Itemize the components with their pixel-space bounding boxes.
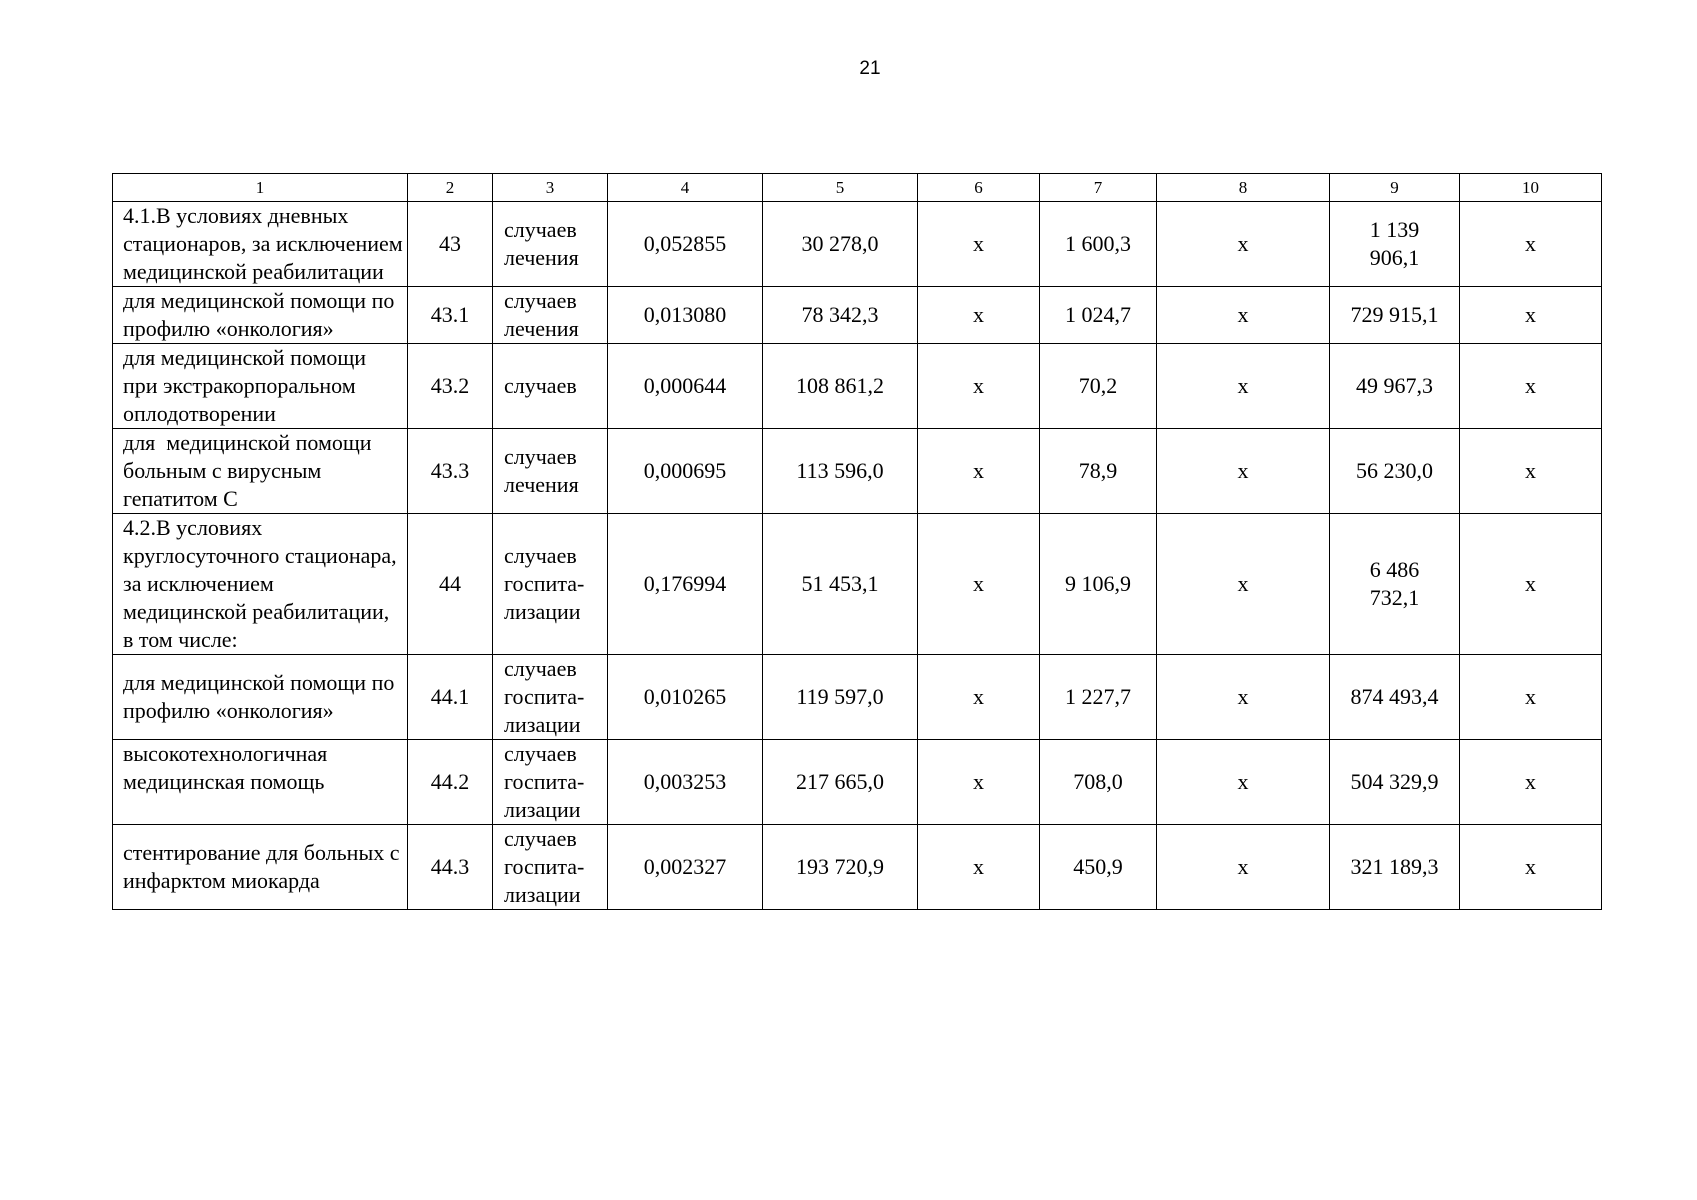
cell-col-9: 321 189,3: [1330, 825, 1460, 910]
column-header: 2: [408, 174, 493, 202]
header-row: [113, 174, 1602, 202]
row-unit: [493, 287, 608, 344]
unit-line: госпита-: [504, 571, 585, 596]
cell-col-10: х: [1460, 740, 1602, 825]
cell-col-9: 729 915,1: [1330, 287, 1460, 344]
row-unit: [493, 344, 608, 429]
table-row: [113, 740, 1602, 825]
cell-col-9: 874 493,4: [1330, 655, 1460, 740]
row-code: 44: [408, 514, 493, 655]
cell-col-9: 56 230,0: [1330, 429, 1460, 514]
cell-col-9: 1 139 906,1: [1330, 202, 1460, 287]
cell-col-4: 0,000695: [608, 429, 763, 514]
cell-col-10: х: [1460, 655, 1602, 740]
cell-col-7: 1 600,3: [1040, 202, 1157, 287]
row-name: 4.1.В условиях дневных стационаров, за исключением медицинской реабилитации: [113, 202, 408, 287]
row-name: для медицинской помощи больным с вирусным гепатитом С: [113, 429, 408, 514]
cell-col-5: 51 453,1: [763, 514, 918, 655]
cell-col-5: 217 665,0: [763, 740, 918, 825]
unit-line: госпита-: [504, 769, 585, 794]
column-header: 8: [1157, 174, 1330, 202]
unit-line: случаев: [504, 741, 577, 766]
table-row: [113, 344, 1602, 429]
unit-line: госпита-: [504, 854, 585, 879]
row-name: высокотехнологичная медицинская помощь: [113, 740, 408, 825]
cell-col-8: х: [1157, 287, 1330, 344]
unit-line: лизации: [504, 882, 581, 907]
cell-col-10: х: [1460, 344, 1602, 429]
row-name: для медицинской помощи по профилю «онкология»: [113, 287, 408, 344]
cell-col-6: х: [918, 344, 1040, 429]
cell-col-8: х: [1157, 655, 1330, 740]
unit-line: случаев: [504, 826, 577, 851]
table-row: [113, 202, 1602, 287]
row-unit: [493, 740, 608, 825]
unit-line: случаев: [504, 444, 577, 469]
cell-col-6: х: [918, 429, 1040, 514]
unit-line: случаев: [504, 543, 577, 568]
cell-col-7: 1 227,7: [1040, 655, 1157, 740]
cell-col-6: х: [918, 740, 1040, 825]
cell-col-8: х: [1157, 429, 1330, 514]
unit-line: лечения: [504, 472, 579, 497]
row-code: 44.1: [408, 655, 493, 740]
cell-col-10: х: [1460, 514, 1602, 655]
column-header: 6: [918, 174, 1040, 202]
row-code: 43: [408, 202, 493, 287]
cell-col-6: х: [918, 514, 1040, 655]
cell-col-5: 30 278,0: [763, 202, 918, 287]
row-code: 44.2: [408, 740, 493, 825]
unit-line: случаев: [504, 656, 577, 681]
cell-col-6: х: [918, 287, 1040, 344]
column-header: 3: [493, 174, 608, 202]
cell-col-10: х: [1460, 202, 1602, 287]
cell-col-4: 0,003253: [608, 740, 763, 825]
row-code: 43.2: [408, 344, 493, 429]
cell-col-9: 6 486 732,1: [1330, 514, 1460, 655]
cell-col-8: х: [1157, 825, 1330, 910]
cell-col-5: 113 596,0: [763, 429, 918, 514]
cell-col-8: х: [1157, 202, 1330, 287]
unit-line: случаев: [504, 288, 577, 313]
row-name: 4.2.В условиях круглосуточного стационара, за исключением медицинской реабилитации, в том числе:: [113, 514, 408, 655]
page-number: 21: [859, 58, 881, 79]
table-row: [113, 429, 1602, 514]
cell-col-4: 0,052855: [608, 202, 763, 287]
unit-line: лечения: [504, 316, 579, 341]
row-code: 44.3: [408, 825, 493, 910]
cell-col-4: 0,176994: [608, 514, 763, 655]
cell-col-8: х: [1157, 514, 1330, 655]
row-unit: [493, 202, 608, 287]
cell-col-7: 70,2: [1040, 344, 1157, 429]
column-header: 9: [1330, 174, 1460, 202]
cell-col-7: 9 106,9: [1040, 514, 1157, 655]
cell-col-5: 119 597,0: [763, 655, 918, 740]
unit-line: случаев: [504, 217, 577, 242]
table-row: [113, 514, 1602, 655]
data-table: [112, 173, 1602, 910]
cell-col-5: 78 342,3: [763, 287, 918, 344]
cell-col-10: х: [1460, 429, 1602, 514]
row-name: для медицинской помощи при экстракорпоральном оплодотворении: [113, 344, 408, 429]
cell-col-6: х: [918, 825, 1040, 910]
row-code: 43.3: [408, 429, 493, 514]
row-code: 43.1: [408, 287, 493, 344]
cell-col-4: 0,000644: [608, 344, 763, 429]
cell-col-9: 504 329,9: [1330, 740, 1460, 825]
cell-col-5: 108 861,2: [763, 344, 918, 429]
column-header: 10: [1460, 174, 1602, 202]
row-unit: [493, 825, 608, 910]
unit-line: лечения: [504, 245, 579, 270]
cell-col-6: х: [918, 655, 1040, 740]
unit-line: госпита-: [504, 684, 585, 709]
row-name: для медицинской помощи по профилю «онкология»: [113, 655, 408, 740]
cell-col-4: 0,010265: [608, 655, 763, 740]
column-header: 1: [113, 174, 408, 202]
cell-col-7: 78,9: [1040, 429, 1157, 514]
cell-col-7: 450,9: [1040, 825, 1157, 910]
unit-line: случаев: [504, 373, 577, 398]
table-row: [113, 825, 1602, 910]
unit-line: лизации: [504, 599, 581, 624]
cell-col-10: х: [1460, 825, 1602, 910]
cell-col-4: 0,013080: [608, 287, 763, 344]
cell-col-6: х: [918, 202, 1040, 287]
cell-col-10: х: [1460, 287, 1602, 344]
row-unit: [493, 429, 608, 514]
cell-col-7: 1 024,7: [1040, 287, 1157, 344]
cell-col-8: х: [1157, 740, 1330, 825]
cell-col-9: 49 967,3: [1330, 344, 1460, 429]
row-unit: [493, 514, 608, 655]
cell-col-4: 0,002327: [608, 825, 763, 910]
column-header: 5: [763, 174, 918, 202]
table-row: [113, 655, 1602, 740]
cell-col-8: х: [1157, 344, 1330, 429]
unit-line: лизации: [504, 712, 581, 737]
row-name: стентирование для больных с инфарктом миокарда: [113, 825, 408, 910]
cell-col-5: 193 720,9: [763, 825, 918, 910]
cell-col-7: 708,0: [1040, 740, 1157, 825]
row-unit: [493, 655, 608, 740]
column-header: 7: [1040, 174, 1157, 202]
unit-line: лизации: [504, 797, 581, 822]
table-row: [113, 287, 1602, 344]
column-header: 4: [608, 174, 763, 202]
